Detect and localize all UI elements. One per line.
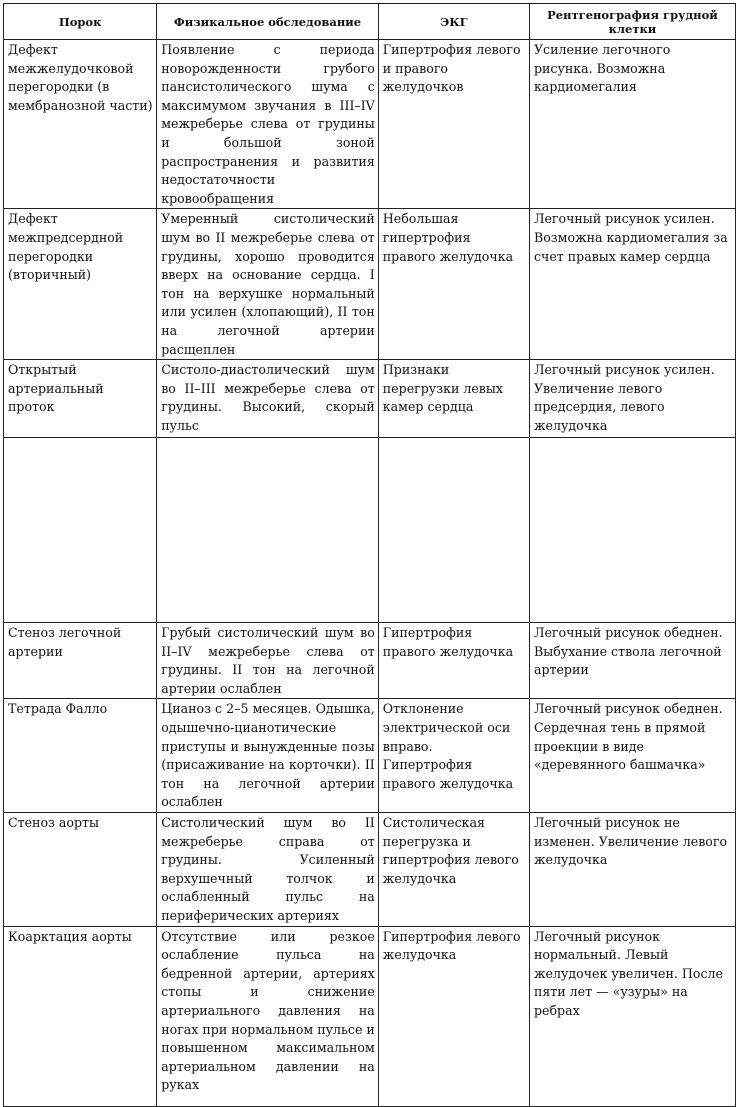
cell-physical-exam — [157, 438, 379, 623]
cell-ecg: Отклонение электрической оси вправо. Гипертрофия правого желудочка — [378, 699, 529, 813]
header-defect: Порок — [4, 4, 157, 40]
cell-defect: Стеноз аорты — [4, 813, 157, 927]
cell-ecg: Гипертрофия левого желудочка — [378, 926, 529, 1106]
cell-physical-exam: Умеренный систолический шум во II межреберье слева от грудины, хорошо проводится вверх на основание сердца. I тон на верхушке нормальный или усилен (хлопающий), II тон на легочной артерии расщеплен — [157, 209, 379, 360]
cell-ecg — [378, 438, 529, 623]
header-physical-exam: Физикальное обследование — [157, 4, 379, 40]
cell-physical-exam: Систолический шум во II межреберье справа от грудины. Усиленный верхушечный толчок и ослабленный пульс на периферических артериях — [157, 813, 379, 927]
heart-defects-table — [3, 3, 736, 1107]
cell-defect: Дефект межжелудочковой перегородки (в мембранозной части) — [4, 40, 157, 209]
cell-chest-xray: Легочный рисунок нормальный. Левый желудочек увеличен. После пяти лет — «узуры» на ребрах — [529, 926, 735, 1106]
cell-defect: Открытый артериальный проток — [4, 360, 157, 438]
table-row — [4, 813, 736, 927]
cell-chest-xray: Усиление легочного рисунка. Возможна кардиомегалия — [529, 40, 735, 209]
cell-defect: Тетрада Фалло — [4, 699, 157, 813]
cell-ecg: Систолическая перегрузка и гипертрофия левого желудочка — [378, 813, 529, 927]
cell-defect: Коарктация аорты — [4, 926, 157, 1106]
cell-chest-xray: Легочный рисунок обеднен. Выбухание ствола легочной артерии — [529, 623, 735, 699]
table-row — [4, 360, 736, 438]
cell-defect: Дефект межпредсердной перегородки (вторичный) — [4, 209, 157, 360]
cell-chest-xray: Легочный рисунок усилен. Возможна кардиомегалия за счет правых камер сердца — [529, 209, 735, 360]
table-row — [4, 699, 736, 813]
cell-ecg: Гипертрофия правого желудочка — [378, 623, 529, 699]
table-row — [4, 209, 736, 360]
cell-physical-exam: Цианоз с 2–5 месяцев. Одышка, одышечно-цианотические приступы и вынужденные позы (присаживание на корточки). II тон на легочной артерии ослаблен — [157, 699, 379, 813]
cell-chest-xray: Легочный рисунок усилен. Увеличение левого предсердия, левого желудочка — [529, 360, 735, 438]
cell-physical-exam: Систоло-диастолический шум во II–III межреберье слева от грудины. Высокий, скорый пульс — [157, 360, 379, 438]
table-header-row — [4, 4, 736, 40]
table-row — [4, 40, 736, 209]
cell-ecg: Небольшая гипертрофия правого желудочка — [378, 209, 529, 360]
cell-chest-xray: Легочный рисунок не изменен. Увеличение левого желудочка — [529, 813, 735, 927]
table-row — [4, 926, 736, 1106]
table-row-empty — [4, 438, 736, 623]
cell-physical-exam: Грубый систолический шум во II–IV межреберье слева от грудины. II тон на легочной артерии ослаблен — [157, 623, 379, 699]
cell-chest-xray: Легочный рисунок обеднен. Сердечная тень в прямой проекции в виде «деревянного башмачка» — [529, 699, 735, 813]
header-ecg: ЭКГ — [378, 4, 529, 40]
cell-defect — [4, 438, 157, 623]
cell-physical-exam: Отсутствие или резкое ослабление пульса на бедренной артерии, артериях стопы и снижение артериального давления на ногах при нормальном пульсе и повышенном максимальном артериальном давлении на руках — [157, 926, 379, 1106]
table-row — [4, 623, 736, 699]
cell-defect: Стеноз легочной артерии — [4, 623, 157, 699]
cell-physical-exam: Появление с периода новорожденности грубого пансистолического шума с максимумом звучания в III–IV межреберье слева от грудины и большой зоной распространения и развития недостаточности кровообращения — [157, 40, 379, 209]
cell-ecg: Признаки перегрузки левых камер сердца — [378, 360, 529, 438]
cell-chest-xray — [529, 438, 735, 623]
header-chest-xray: Рентгенография грудной клетки — [529, 4, 735, 40]
cell-ecg: Гипертрофия левого и правого желудочков — [378, 40, 529, 209]
